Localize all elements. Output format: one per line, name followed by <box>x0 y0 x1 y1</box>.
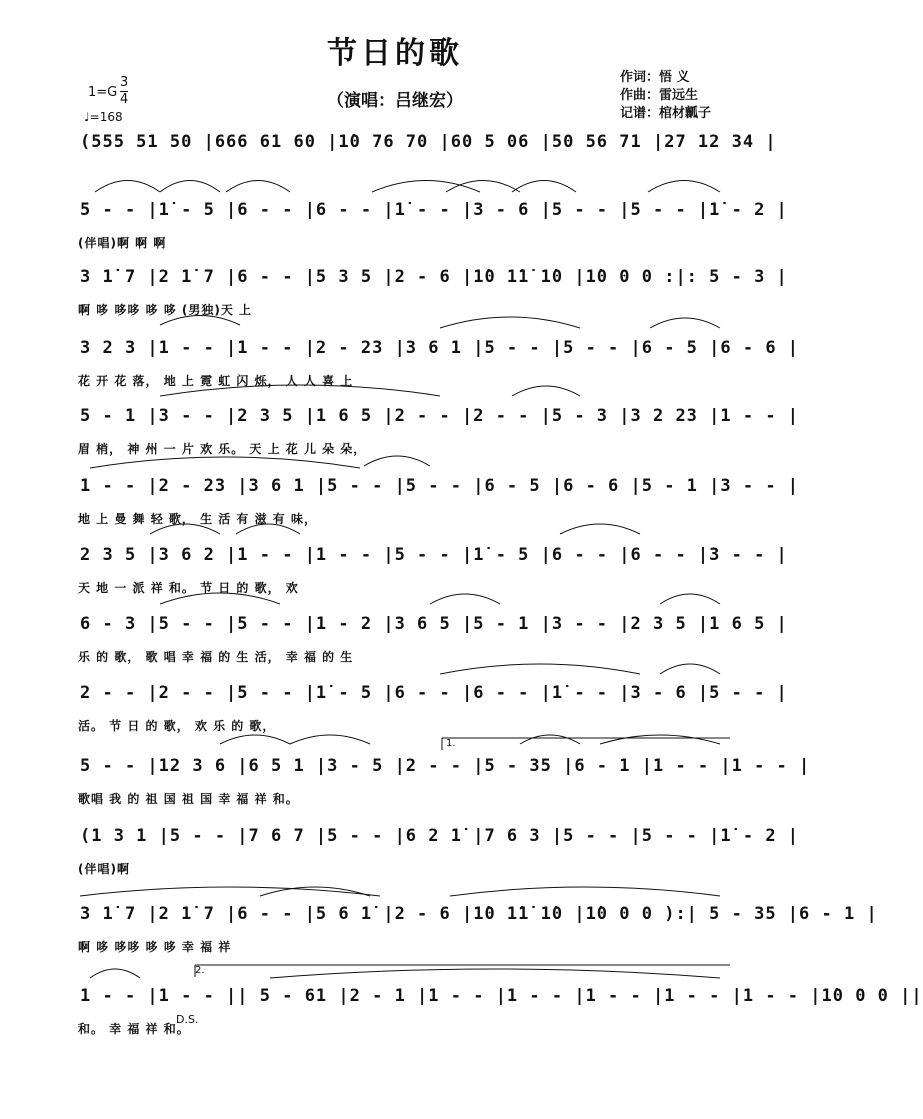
slur-arc <box>270 969 720 978</box>
slur-arc <box>560 524 640 534</box>
notation-line: 2 3 5 |3 6 2 |1 - - |1 - - |5 - - |1̇ - 5 |6 - - |6 - - |3 - - | <box>80 545 788 565</box>
ds-mark: D.S. <box>176 1013 199 1026</box>
singer-subtitle: （演唱：吕继宏） <box>327 91 463 111</box>
notation-line: 5 - - |12 3 6 |6 5 1 |3 - 5 |2 - - |5 - 35 |6 - 1 |1 - - |1 - - | <box>80 756 811 776</box>
lyric-line: 花 开 花 落， 地 上 霓 虹 闪 烁， 人 人 喜 上 <box>78 374 354 388</box>
slur-arc <box>512 181 576 193</box>
key-signature: 1=G <box>88 85 118 100</box>
slur-arc <box>160 385 440 396</box>
notation-line: (1 3 1 |5 - - |7 6 7 |5 - - |6 2 1̇ |7 6 3 |5 - - |5 - - |1̇ - 2 | <box>80 826 800 846</box>
lyric-line: 天 地 一 派 祥 和。 节 日 的 歌， 欢 <box>78 581 299 595</box>
lyric-line: 眉 梢， 神 州 一 片 欢 乐。 天 上 花 儿 朵 朵， <box>78 442 367 456</box>
slur-arc <box>372 181 480 193</box>
lyric-line: (伴唱)啊 <box>78 862 130 876</box>
quarter-note-icon: ♩ <box>84 110 90 124</box>
notation-line: 3 2 3 |1 - - |1 - - |2 - 23 |3 6 1 |5 - - |5 - - |6 - 5 |6 - 6 | <box>80 338 800 358</box>
slur-arc <box>236 524 300 534</box>
composer-credit: 作曲：雷远生 <box>620 88 699 103</box>
notation-line: 3 1̇ 7 |2 1̇ 7 |6 - - |5 3 5 |2 - 6 |1̇0 1̇1̇ 1̇0 |1̇0 0 0 :|: 5 - 3 | <box>80 267 788 287</box>
slur-arc <box>364 456 430 466</box>
slur-arc <box>648 181 720 193</box>
lyric-line: 啊 哆 哆哆 哆 哆 幸 福 祥 <box>78 940 232 954</box>
notation-line: 2 - - |2 - - |5 - - |1̇ - 5 |6 - - |6 - - |1̇ - - |3 - 6 |5 - - | <box>80 683 788 703</box>
slur-arc <box>160 316 240 326</box>
slur-arc <box>95 181 160 193</box>
slur-arc <box>512 386 580 396</box>
ending-2: 2. <box>195 965 205 976</box>
slur-arc <box>226 181 290 193</box>
time-top: 3 <box>120 75 129 90</box>
slur-arc <box>440 664 640 674</box>
transcriber-credit: 记谱：棺材瓤子 <box>620 106 712 121</box>
lyric-line: 啊 哆 哆哆 哆 哆 (男独)天 上 <box>78 303 253 317</box>
slur-arc <box>660 594 720 604</box>
notation-line: 5 - 1 |3 - - |2 3 5 |1 6 5 |2 - - |2 - - |5 - 3 |3 2 23 |1 - - | <box>80 406 800 426</box>
lyric-line: 地 上 曼 舞 轻 歌， 生 活 有 滋 有 味， <box>78 512 317 526</box>
notation-line: 6 - 3 |5 - - |5 - - |1 - 2 |3 6 5 |5 - 1 |3 - - |2 3 5 |1 6 5 | <box>80 614 788 634</box>
slur-arc <box>90 457 360 468</box>
lyric-line: 歌唱 我 的 祖 国 祖 国 幸 福 祥 和。 <box>78 792 299 806</box>
lyricist-credit: 作词：悟 义 <box>620 70 690 85</box>
song-title: 节日的歌 <box>327 36 463 71</box>
time-bottom: 4 <box>120 92 129 107</box>
slur-arc <box>440 317 580 328</box>
slur-arc <box>600 735 720 744</box>
system-frame-lines <box>80 181 878 979</box>
slur-arc <box>660 664 720 674</box>
slur-arc <box>430 594 500 604</box>
slur-arc <box>90 969 140 978</box>
notation-line: 3 1̇ 7 |2 1̇ 7 |6 - - |5 6 1̇ |2 - 6 |1̇0 1̇1̇ 1̇0 |1̇0 0 0 ):| 5 - 35 |6 - 1 | <box>80 904 878 924</box>
notation-line: (555 51 50 |666 61 60 |1̇0 76 70 |60 5 06 |50 56 71 |27 12 34 | <box>80 132 777 152</box>
notation-line: 1 - - |1 - - || 5 - 61 |2 - 1 |1 - - |1 - - |1 - - |1 - - |1 - - |1̇0 0 0 || <box>80 986 923 1006</box>
slur-arc <box>290 735 370 744</box>
tempo-value: =168 <box>89 110 123 124</box>
slur-arc <box>450 887 720 896</box>
slur-arc <box>220 735 290 744</box>
slur-arc <box>446 181 520 193</box>
ending-1: 1. <box>446 738 456 749</box>
slur-arc <box>150 524 220 534</box>
slur-arc <box>520 735 580 744</box>
slur-arc <box>160 593 280 604</box>
notation-line: 1 - - |2 - 23 |3 6 1 |5 - - |5 - - |6 - 5 |6 - 6 |5 - 1 |3 - - | <box>80 476 800 496</box>
slur-arc <box>160 181 220 193</box>
notation-line: 5 - - |1̇ - 5 |6 - - |6 - - |1̇ - - |3 - 6 |5 - - |5 - - |1̇ - 2 | <box>80 200 788 220</box>
lyric-line: 和。 幸 福 祥 和。 <box>78 1022 190 1036</box>
lyric-line: (伴唱)啊 啊 啊 <box>78 236 167 250</box>
lyric-line: 乐 的 歌， 歌 唱 幸 福 的 生 活， 幸 福 的 生 <box>78 650 354 664</box>
lyric-line: 活。 节 日 的 歌， 欢 乐 的 歌， <box>78 719 276 733</box>
slur-arc <box>650 318 720 328</box>
